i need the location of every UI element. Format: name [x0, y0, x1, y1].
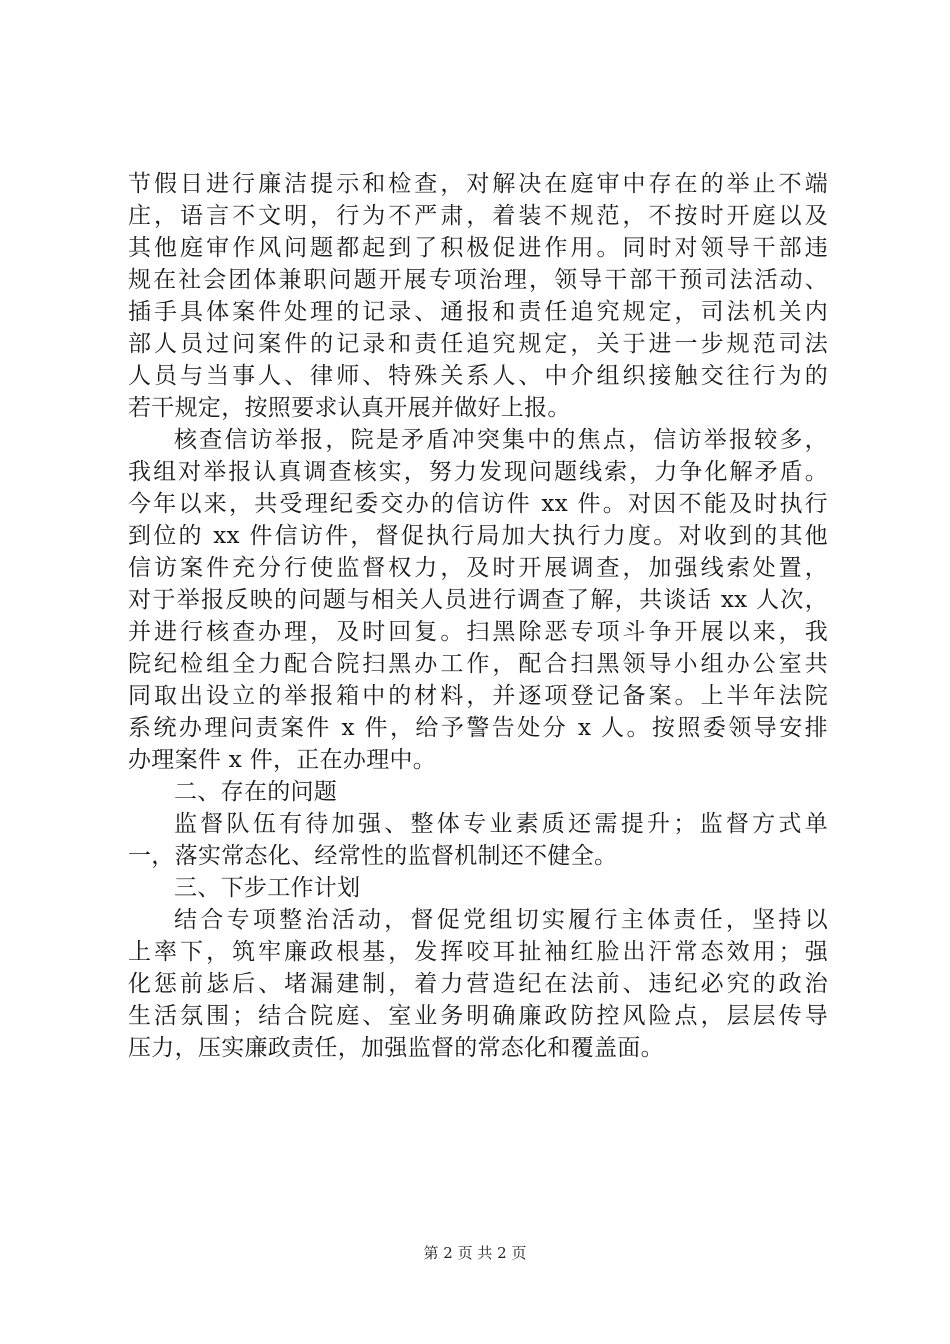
text-line: 其他庭审作风问题都起到了积极促进作用。同时对领导干部违: [128, 235, 828, 261]
text-line: 结合专项整治活动，督促党组切实履行主体责任，坚持以: [174, 907, 828, 933]
text-line: 若干规定，按照要求认真开展并做好上报。: [128, 395, 571, 421]
text-line: 人员与当事人、律师、特殊关系人、中介组织接触交往行为的: [128, 363, 828, 389]
text-line: 我组对举报认真调查核实，努力发现问题线索，力争化解矛盾。: [128, 459, 828, 485]
page-footer: 第 2 页 共 2 页: [423, 1244, 527, 1262]
text-line: 规在社会团体兼职问题开展专项治理，领导干部干预司法活动、: [128, 267, 828, 293]
text-line: 今年以来，共受理纪委交办的信访件 xx 件。对因不能及时执行: [128, 491, 828, 517]
text-line: 生活氛围；结合院庭、室业务明确廉政防控风险点，层层传导: [128, 1003, 828, 1029]
text-line: 信访案件充分行使监督权力，及时开展调查，加强线索处置，: [128, 555, 828, 581]
text-line: 插手具体案件处理的记录、通报和责任追究规定，司法机关内: [128, 299, 828, 325]
text-line: 上率下，筑牢廉政根基，发挥咬耳扯袖红脸出汗常态效用；强: [128, 939, 828, 965]
text-line: 部人员过问案件的记录和责任追究规定，关于进一步规范司法: [128, 331, 828, 357]
text-line: 到位的 xx 件信访件，督促执行局加大执行力度。对收到的其他: [128, 523, 828, 549]
text-line: 办理案件 x 件，正在办理中。: [128, 747, 437, 773]
text-line: 一，落实常态化、经常性的监督机制还不健全。: [128, 843, 618, 869]
text-line: 三、下步工作计划: [174, 875, 361, 901]
text-line: 并进行核查办理，及时回复。扫黑除恶专项斗争开展以来，我: [128, 619, 828, 645]
text-line: 同取出设立的举报箱中的材料，并逐项登记备案。上半年法院: [128, 683, 828, 709]
text-line: 核查信访举报，院是矛盾冲突集中的焦点，信访举报较多，: [174, 427, 828, 453]
text-line: 化惩前毖后、堵漏建制，着力营造纪在法前、违纪必究的政治: [128, 971, 828, 997]
text-line: 院纪检组全力配合院扫黑办工作，配合扫黑领导小组办公室共: [128, 651, 828, 677]
text-line: 监督队伍有待加强、整体专业素质还需提升；监督方式单: [174, 811, 828, 837]
text-line: 压力，压实廉政责任，加强监督的常态化和覆盖面。: [128, 1035, 664, 1061]
text-line: 节假日进行廉洁提示和检查，对解决在庭审中存在的举止不端: [128, 171, 828, 197]
text-line: 对于举报反映的问题与相关人员进行调查了解，共谈话 xx 人次，: [128, 587, 828, 613]
text-line: 系统办理问责案件 x 件，给予警告处分 x 人。按照委领导安排: [128, 715, 828, 741]
text-line: 庄，语言不文明，行为不严肃，着装不规范，不按时开庭以及: [128, 203, 828, 229]
text-line: 二、存在的问题: [174, 779, 338, 805]
document-body: [128, 168, 828, 1064]
